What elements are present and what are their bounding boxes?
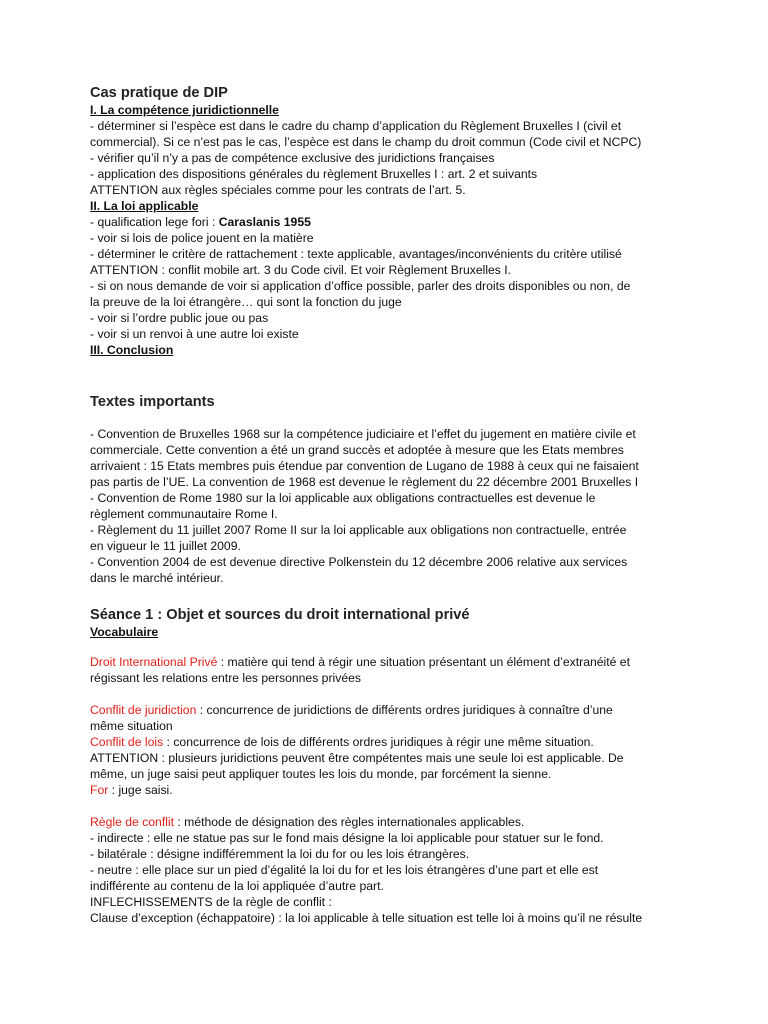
def-conflit-lois: : concurrence de lois de différents ordres juridiques à régir une même situation. (163, 735, 594, 749)
text-line: Clause d’exception (échappatoire) : la loi applicable à telle situation est telle loi à moins qu’il ne résulte (90, 911, 643, 925)
section-loi-applicable-heading: II. La loi applicable (90, 199, 199, 213)
text-line: - voir si lois de police jouent en la matière (90, 231, 314, 245)
text-line: - voir si l’ordre public joue ou pas (90, 311, 269, 325)
text-line (90, 214, 690, 230)
text-line: - voir si un renvoi à une autre loi existe (90, 327, 299, 341)
text-line: - Règlement du 11 juillet 2007 Rome II sur la loi applicable aux obligations non contractuelle, entrée (90, 523, 627, 537)
text-line: même situation (90, 719, 173, 733)
definition-droit-international-prive (90, 654, 690, 670)
term-conflit-lois: Conflit de lois (90, 735, 164, 749)
caraslanis-reference: Caraslanis 1955 (218, 215, 311, 229)
textes-importants-title: Textes importants (90, 394, 215, 410)
definition-for (90, 782, 690, 798)
text-line: - vérifier qu’il n’y a pas de compétence exclusive des juridictions françaises (90, 151, 495, 165)
cas-pratique-title: Cas pratique de DIP (90, 85, 228, 101)
text-line: INFLECHISSEMENTS de la règle de conflit : (90, 895, 332, 909)
text-line: ATTENTION aux règles spéciales comme pour les contrats de l’art. 5. (90, 183, 466, 197)
text-line: pas partis de l’UE. La convention de 1968 est devenue le règlement du 22 décembre 2001 Bruxelles I (90, 475, 639, 489)
seance-title: Séance 1 : Objet et sources du droit international privé (90, 607, 470, 623)
term-conflit-juridiction: Conflit de juridiction (90, 703, 197, 717)
section-conclusion-heading: III. Conclusion (90, 343, 174, 357)
definition-conflit-lois (90, 734, 690, 750)
text-line: la preuve de la loi étrangère… qui sont la fonction du juge (90, 295, 402, 309)
term-for: For (90, 783, 109, 797)
text-line: ATTENTION : conflit mobile art. 3 du Code civil. Et voir Règlement Bruxelles I. (90, 263, 512, 277)
text-line: arrivaient : 15 Etats membres puis étendue par convention de Lugano de 1988 à ceux qui ne faisaient (90, 459, 639, 473)
text-line: indifférente au contenu de la loi appliquée d’autre part. (90, 879, 384, 893)
text-line: - Convention de Bruxelles 1968 sur la compétence judiciaire et l’effet du jugement en matière civile et (90, 427, 636, 441)
term-regle-conflit: Règle de conflit (90, 815, 175, 829)
def-conflit-juridiction: : concurrence de juridictions de différents ordres juridiques à connaître d’une (196, 703, 613, 717)
section-competence-heading: I. La compétence juridictionnelle (90, 103, 279, 117)
text-line: dans le marché intérieur. (90, 571, 224, 585)
text-line: - neutre : elle place sur un pied d’égalité la loi du for et les lois étrangères d’une part et elle est (90, 863, 599, 877)
vocabulaire-heading: Vocabulaire (90, 625, 159, 639)
term-dip: Droit International Privé (90, 655, 218, 669)
def-dip: : matière qui tend à régir une situation présentant un élément d’extranéité et (217, 655, 630, 669)
text-line: - bilatérale : désigne indifféremment la loi du for ou les lois étrangères. (90, 847, 470, 861)
text-line: en vigueur le 11 juillet 2009. (90, 539, 241, 553)
qualification-prefix: - qualification lege fori : (90, 215, 219, 229)
document-page (90, 84, 690, 926)
text-line: même, un juge saisi peut appliquer toutes les lois du monde, par forcément la sienne. (90, 767, 552, 781)
text-line: ATTENTION : plusieurs juridictions peuvent être compétentes mais une seule loi est applicable. De (90, 751, 624, 765)
text-line: - déterminer si l’espèce est dans le cadre du champ d’application du Règlement Bruxelles I (civil et (90, 119, 622, 133)
text-line: commercial). Si ce n’est pas le cas, l’espèce est dans le champ du droit commun (Code civil et NCPC) (90, 135, 642, 149)
text-line: - si on nous demande de voir si application d’office possible, parler des droits disponibles ou non, de (90, 279, 631, 293)
definition-regle-conflit (90, 814, 690, 830)
text-line: - indirecte : elle ne statue pas sur le fond mais désigne la loi applicable pour statuer sur le fond. (90, 831, 604, 845)
text-line: régissant les relations entre les personnes privées (90, 671, 361, 685)
def-for: : juge saisi. (108, 783, 173, 797)
text-line: - déterminer le critère de rattachement : texte applicable, avantages/inconvénients du critère utilisé (90, 247, 622, 261)
text-line: règlement communautaire Rome I. (90, 507, 278, 521)
text-line: - Convention de Rome 1980 sur la loi applicable aux obligations contractuelles est devenue le (90, 491, 596, 505)
text-line: - Convention 2004 de est devenue directive Polkenstein du 12 décembre 2006 relative aux services (90, 555, 628, 569)
def-regle-conflit: : méthode de désignation des règles internationales applicables. (174, 815, 525, 829)
text-line: commerciale. Cette convention a été un grand succès et adoptée à mesure que les Etats membres (90, 443, 624, 457)
text-line: - application des dispositions générales du règlement Bruxelles I : art. 2 et suivants (90, 167, 538, 181)
definition-conflit-juridiction (90, 702, 690, 718)
